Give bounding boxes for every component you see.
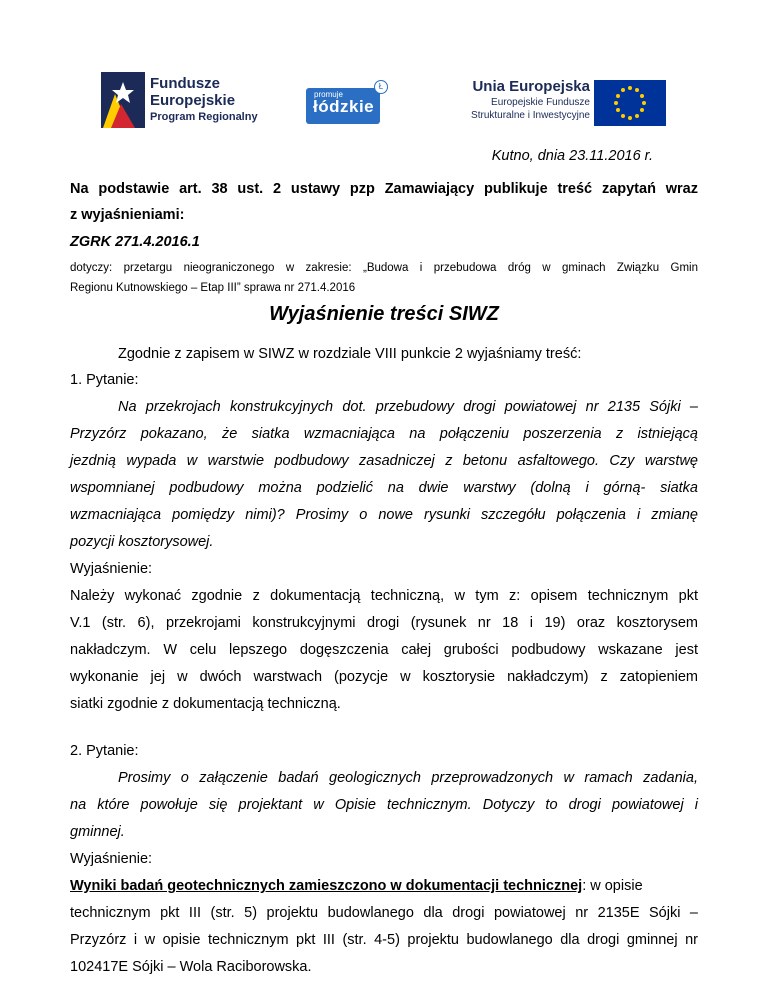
logo-bar [0,68,768,132]
eu-flag-icon [594,80,666,126]
lead-text: Zgodnie z zapisem w SIWZ w rozdziale VIII punkcie 2 wyjaśniamy treść: [118,346,582,362]
unia-europejska-logo [440,78,668,128]
lodz-big-text: łódzkie [313,97,375,116]
q1-line-2: Przyzórz pokazano, że siatka wzmacniająca na połączeniu poszerzenia z istniejącą [70,426,698,442]
q2-answer-label: Wyjaśnienie: [70,851,153,867]
ue-title: Unia Europejska [472,78,590,95]
q2-answer-first-line [70,878,643,894]
page-title: Wyjaśnienie treści SIWZ [269,303,499,325]
q1-answer-line-3: nakładczym. W celu lepszego dogęszczenia całej grubości podbudowy wskazane jest [70,642,698,658]
lodz-small-text: promuje [314,90,343,99]
q1-line-3: jezdnią wypada w warstwie podbudowy zasadniczej z betonu asfaltowego. Czy warstwę [70,453,698,469]
reference-number: ZGRK 271.4.2016.1 [70,234,200,250]
subject-line-1: dotyczy: przetargu nieograniczonego w zakresie: „Budowa i przebudowa dróg w gminach Związku Gmin [70,262,698,274]
q1-label: 1. Pytanie: [70,372,139,388]
fe-line3: Program Regionalny [150,111,258,123]
fe-star-icon [101,72,145,128]
q2-answer-line-2: Przyzórz i w opisie technicznym pkt III (str. 4-5) projektu budowlanego dla drogi gminnej nr [70,932,698,948]
q2-line-2: na które powołuje się projektant w Opisie technicznym. Dotyczy to drogi powiatowej i [70,797,698,813]
place-date: Kutno, dnia 23.11.2016 r. [491,148,653,164]
q2-answer-emphasis: Wyniki badań geotechnicznych zamieszczono w dokumentacji technicznej [70,878,583,894]
intro-line-2: z wyjaśnieniami: [70,207,185,223]
q1-line-1: Na przekrojach konstrukcyjnych dot. przebudowy drogi powiatowej nr 2135 Sójki – [118,399,698,415]
q2-line-1: Prosimy o załączenie badań geologicznych przeprowadzonych w ramach zadania, [118,770,698,786]
fe-line2: Europejskie [150,92,236,109]
lodz-mark: Ł [374,80,388,94]
q1-answer-line-5: siatki zgodnie z dokumentacją techniczną. [70,696,341,712]
q1-line-6: pozycji kosztorysowej. [70,534,214,550]
q1-answer-line-1: Należy wykonać zgodnie z dokumentacją techniczną, w tym z: opisem technicznym pkt [70,588,698,604]
q2-answer-line-1: technicznym pkt III (str. 5) projektu budowlanego dla drogi powiatowej nr 2135E Sójki – [70,905,698,921]
promuje-lodzkie-logo [306,80,388,126]
q1-answer-line-2: V.1 (str. 6), przekrojami konstrukcyjnymi drogi (rysunek nr 18 i 19) oraz kosztorysem [70,615,698,631]
q1-line-5: wzmacniająca pomiędzy nimi)? Prosimy o nowe rysunki szczegółu połączenia i zmianę [70,507,698,523]
q2-answer-rest: : w opisie [582,878,643,894]
ue-sub1: Europejskie Fundusze [491,97,590,108]
q2-answer-line-3: 102417E Sójki – Wola Raciborowska. [70,959,312,975]
q1-answer-label: Wyjaśnienie: [70,561,153,577]
fe-line1: Fundusze [150,75,220,92]
q1-answer-line-4: wykonanie jej w dwóch warstwach (pozycje w kosztorysie nakładczym) z zatopieniem [70,669,698,685]
q1-line-4: wspomnianej podbudowy można podzielić na dwie warstwy (dolną i górną- siatka [70,480,698,496]
q2-line-3: gminnej. [70,824,125,840]
ue-sub2: Strukturalne i Inwestycyjne [471,110,590,121]
fundusze-europejskie-logo [101,72,266,130]
q2-label: 2. Pytanie: [70,743,139,759]
intro-line-1: Na podstawie art. 38 ust. 2 ustawy pzp Zamawiający publikuje treść zapytań wraz [70,181,698,197]
subject-line-2: Regionu Kutnowskiego – Etap III” sprawa nr 271.4.2016 [70,282,356,294]
